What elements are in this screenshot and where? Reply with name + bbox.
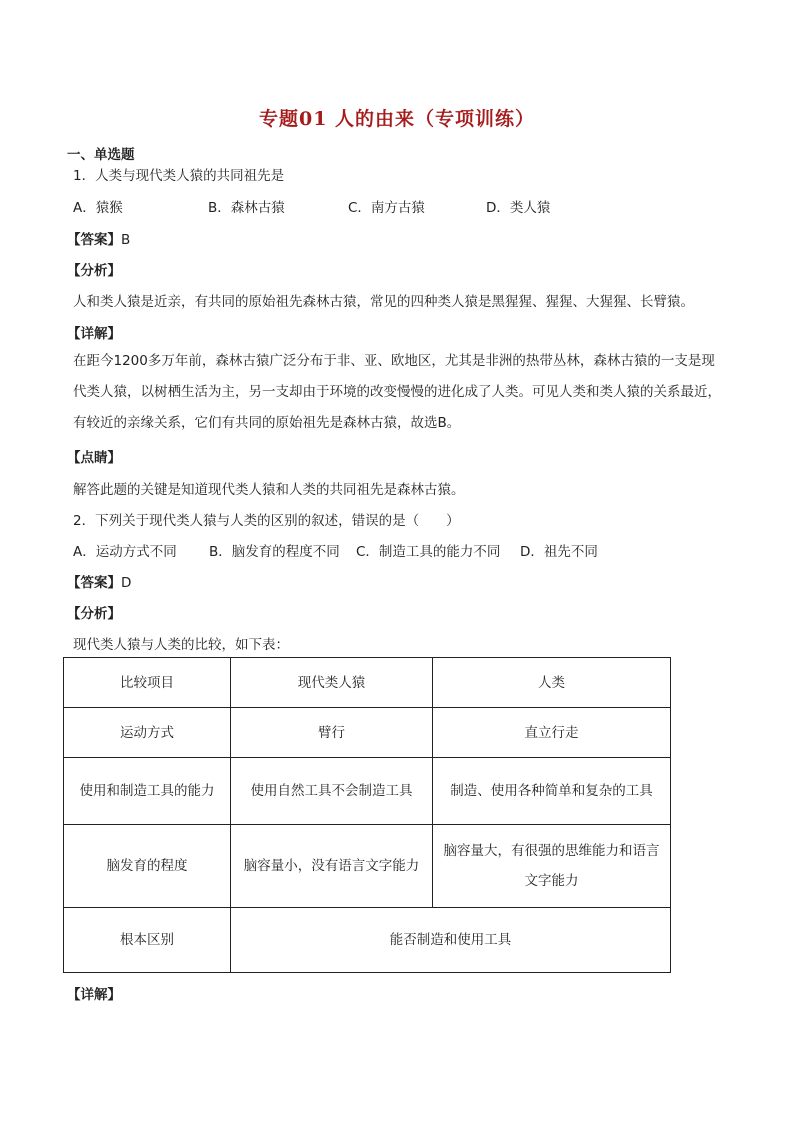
table-header-row: [64, 658, 671, 708]
table-cell-merged: 能否制造和使用工具: [231, 908, 671, 973]
section-heading: 一、单选题: [67, 147, 135, 163]
q1-option-c: C．南方古猿: [348, 200, 425, 216]
q2-analysis-tag: 【分析】: [67, 606, 121, 622]
q2-detail-tag: 【详解】: [67, 987, 121, 1003]
q1-detail-tag: 【详解】: [67, 326, 121, 342]
q2-analysis-text: 现代类人猿与人类的比较，如下表：: [73, 637, 289, 653]
page-title: 专题01 人的由来（专项训练）: [258, 108, 536, 130]
answer-tag: 【答案】: [67, 232, 121, 248]
q2-option-a: A．运动方式不同: [73, 544, 177, 560]
comparison-table: [63, 657, 671, 973]
q2-stem: 2．下列关于现代类人猿与人类的区别的叙述，错误的是（ ）: [73, 513, 460, 529]
q1-option-d: D．类人猿: [486, 200, 551, 216]
table-cell: 直立行走: [433, 708, 671, 758]
q2-answer: [67, 571, 131, 591]
q2-option-c: C．制造工具的能力不同: [356, 544, 501, 560]
q1-analysis-text: 人和类人猿是近亲，有共同的原始祖先森林古猿，常见的四种类人猿是黑猩猩、猩猩、大猩猩、长臂猿。: [73, 294, 694, 310]
q1-detail-text: 在距今1200多万年前，森林古猿广泛分布于非、亚、欧地区，尤其是非洲的热带丛林，森林古猿的一支是现代类人猿，以树栖生活为主，另一支却由于环境的改变慢慢的进化成了人类。可见人类和类人猿的关系最近，有较近的亲缘关系，它们有共同的原始祖先是森林古猿，故选B。: [73, 353, 721, 431]
table-cell: 运动方式: [64, 708, 231, 758]
q2-option-b: B．脑发育的程度不同: [209, 544, 340, 560]
q1-answer: [67, 228, 130, 248]
table-row: [64, 908, 671, 973]
answer-value: B: [121, 232, 131, 248]
q1-option-a: A．猿猴: [73, 200, 123, 216]
q2-option-d: D．祖先不同: [520, 544, 598, 560]
table-header-cell: 现代类人猿: [231, 658, 433, 708]
q1-option-b: B．森林古猿: [208, 200, 285, 216]
table-row: [64, 825, 671, 908]
table-cell: 使用自然工具不会制造工具: [231, 758, 433, 825]
q1-analysis-tag: 【分析】: [67, 263, 121, 279]
table-cell: 根本区别: [64, 908, 231, 973]
table-cell: 制造、使用各种简单和复杂的工具: [433, 758, 671, 825]
q1-note-text: 解答此题的关键是知道现代类人猿和人类的共同祖先是森林古猿。: [73, 482, 465, 498]
q1-stem: 1．人类与现代类人猿的共同祖先是: [73, 168, 285, 184]
table-header-cell: 比较项目: [64, 658, 231, 708]
table-cell: 使用和制造工具的能力: [64, 758, 231, 825]
table-row: [64, 708, 671, 758]
table-cell: 臂行: [231, 708, 433, 758]
table-cell: 脑容量小，没有语言文字能力: [231, 825, 433, 908]
answer-tag: 【答案】: [67, 575, 121, 591]
q1-note-tag: 【点睛】: [67, 450, 121, 466]
table-cell: 脑容量大，有很强的思维能力和语言文字能力: [433, 825, 671, 908]
table-row: [64, 758, 671, 825]
answer-value: D: [121, 575, 132, 591]
table-cell: 脑发育的程度: [64, 825, 231, 908]
table-header-cell: 人类: [433, 658, 671, 708]
